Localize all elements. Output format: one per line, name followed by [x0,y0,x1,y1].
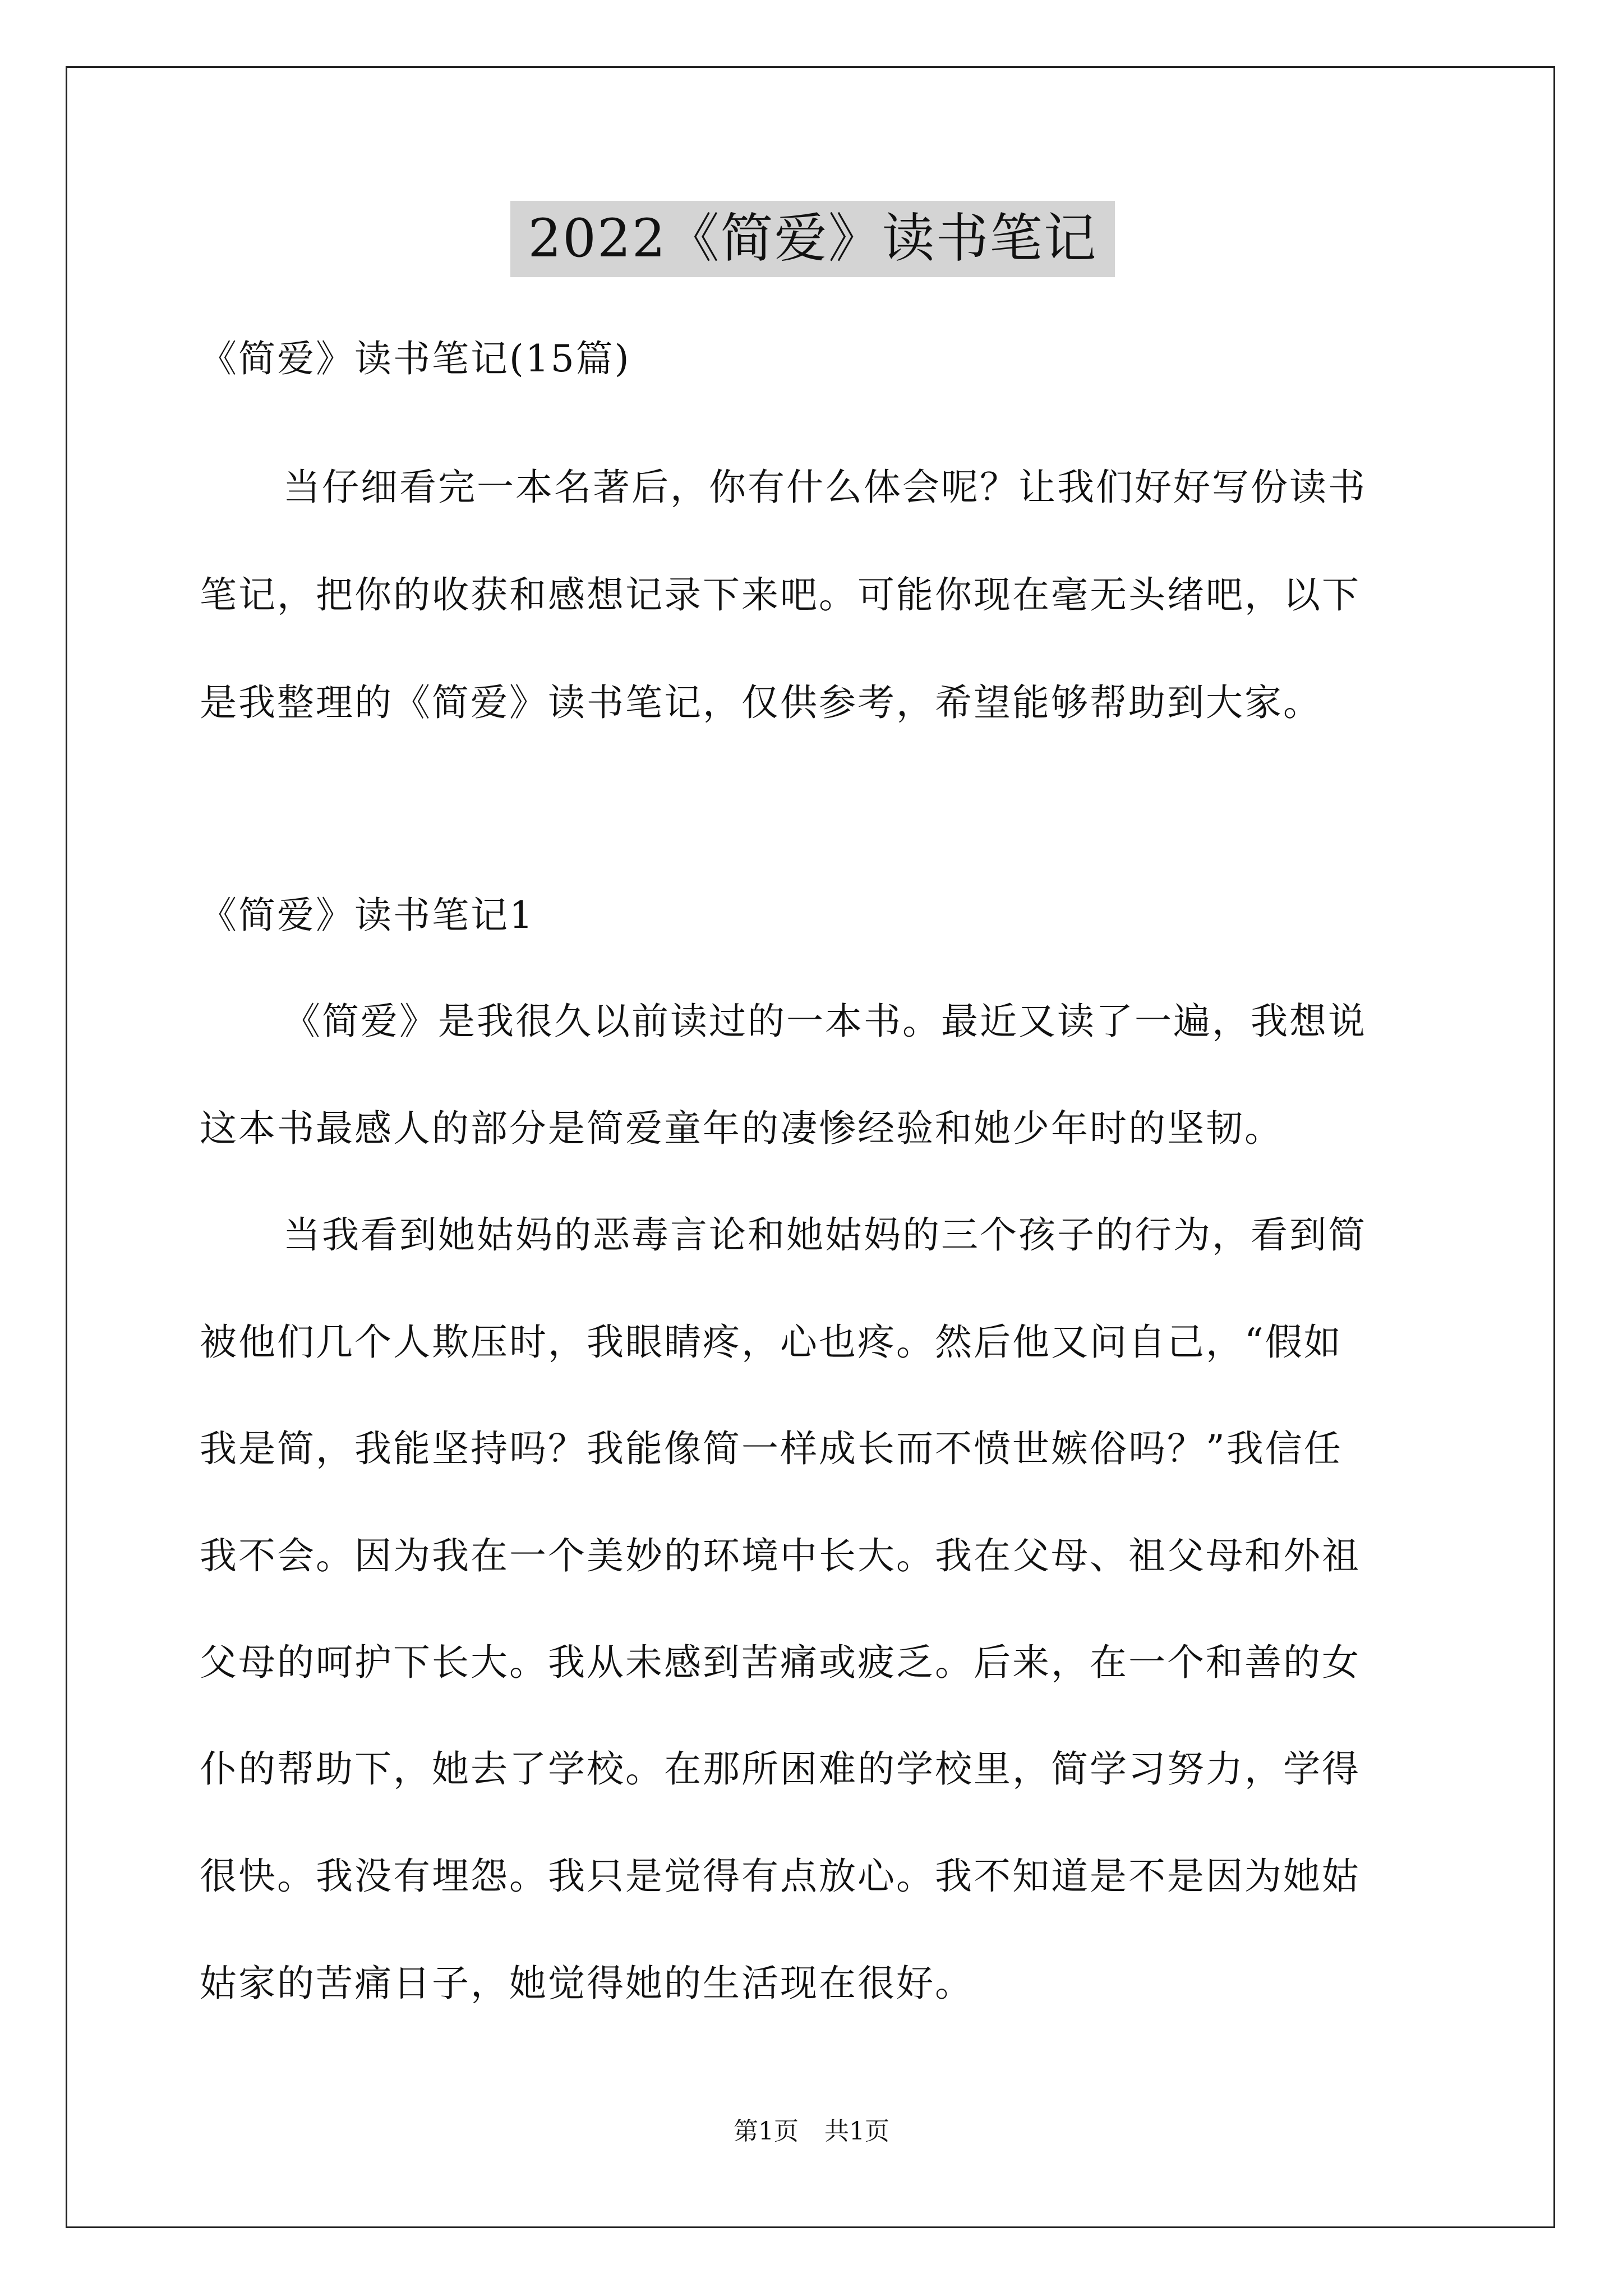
paragraph-1-line-1: 《简爱》是我很久以前读过的一本书。最近又读了一遍，我想说 [283,1000,1367,1043]
paragraph-2-line-8: 姑家的苦痛日子，她觉得她的生活现在很好。 [200,1962,974,2005]
paragraph-1-line-2: 这本书最感人的部分是简爱童年的凄惨经验和她少年时的坚韧。 [200,1107,1283,1150]
paragraph-2-line-5: 父母的呵护下长大。我从未感到苦痛或疲乏。后来，在一个和善的女 [200,1641,1361,1684]
paragraph-2-line-1: 当我看到她姑妈的恶毒言论和她姑妈的三个孩子的行为，看到简 [283,1213,1367,1257]
paragraph-2-line-3: 我是简，我能坚持吗？我能像简一样成长而不愤世嫉俗吗？”我信任 [200,1427,1343,1470]
intro-line-2: 笔记，把你的收获和感想记录下来吧。可能你现在毫无头绪吧，以下 [200,573,1361,616]
intro-line-1: 当仔细看完一本名著后，你有什么体会呢？让我们好好写份读书 [283,466,1367,509]
paragraph-2-line-2: 被他们几个人欺压时，我眼睛疼，心也疼。然后他又问自己，“假如 [200,1320,1343,1364]
document-title: 2022《简爱》读书笔记 [510,201,1115,277]
paragraph-2-line-4: 我不会。因为我在一个美妙的环境中长大。我在父母、祖父母和外祖 [200,1534,1361,1577]
document-subtitle: 《简爱》读书笔记(15篇) [200,337,631,380]
paragraph-2-line-7: 很快。我没有埋怨。我只是觉得有点放心。我不知道是不是因为她姑 [200,1855,1361,1898]
page-number-current: 第1页 [734,2117,799,2146]
page-number-total: 共1页 [824,2117,889,2146]
paragraph-2-line-6: 仆的帮助下，她去了学校。在那所困难的学校里，简学习努力，学得 [200,1747,1361,1791]
page-footer [0,2115,1623,2148]
intro-line-3: 是我整理的《简爱》读书笔记，仅供参考，希望能够帮助到大家。 [200,681,1322,724]
section-heading: 《简爱》读书笔记1 [200,894,534,937]
